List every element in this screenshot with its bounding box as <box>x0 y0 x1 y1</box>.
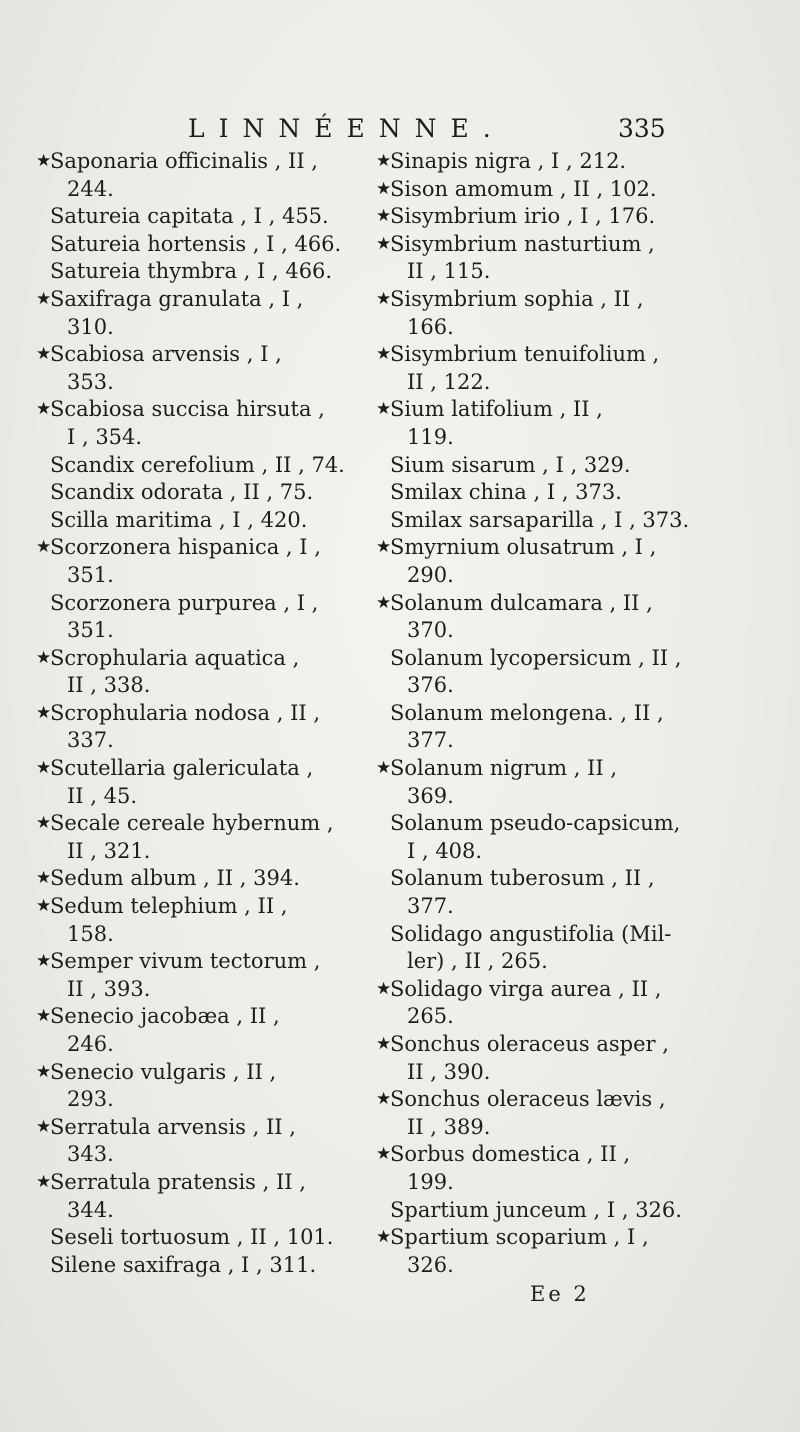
entry-continuation: 310. <box>67 314 114 339</box>
asterisk-icon: ★ <box>36 647 52 668</box>
index-entry <box>376 755 716 810</box>
entry-text: Scutellaria galericulata , <box>50 756 314 781</box>
entry-text: Serratula arvensis , II , <box>50 1114 296 1139</box>
asterisk-icon: ★ <box>376 758 392 779</box>
asterisk-icon: ★ <box>36 702 52 723</box>
entry-text: Sisymbrium nasturtium , <box>390 231 655 256</box>
entry-continuation: 199. <box>407 1169 454 1194</box>
entry-text: Scrophularia aquatica , <box>50 645 300 670</box>
entry-text: Sedum telephium , II , <box>50 894 288 919</box>
index-entry <box>376 976 716 1031</box>
entry-text: Satureia capitata , I , 455. <box>50 204 329 229</box>
index-entry <box>36 479 366 507</box>
asterisk-icon: ★ <box>36 1061 52 1082</box>
entry-text: Satureia thymbra , I , 466. <box>50 259 333 284</box>
entry-text: Scilla maritima , I , 420. <box>50 507 308 532</box>
entry-text: Secale cereale hybernum , <box>50 811 334 836</box>
asterisk-icon: ★ <box>376 233 392 254</box>
index-entry <box>36 286 366 341</box>
index-entry <box>36 507 366 535</box>
entry-continuation: II , 393. <box>67 976 151 1001</box>
entry-continuation: 377. <box>407 728 454 753</box>
index-entry <box>376 1224 716 1279</box>
index-entry <box>376 452 716 480</box>
entry-text: Scorzonera purpurea , I , <box>50 590 319 615</box>
entry-text: Sisymbrium tenuifolium , <box>390 342 660 367</box>
index-entry <box>36 700 366 755</box>
index-entry <box>376 176 716 204</box>
entry-text: Scabiosa succisa hirsuta , <box>50 397 325 422</box>
entry-continuation: II , 338. <box>67 673 151 698</box>
signature-mark: Ee 2 <box>530 1282 590 1306</box>
asterisk-icon: ★ <box>376 1144 392 1165</box>
entry-continuation: 265. <box>407 1004 454 1029</box>
index-entry <box>36 893 366 948</box>
index-entry <box>376 203 716 231</box>
entry-text: Sium latifolium , II , <box>390 397 603 422</box>
entry-continuation: II , 115. <box>407 259 491 284</box>
entry-text: Saxifraga granulata , I , <box>50 286 304 311</box>
index-entry <box>36 1059 366 1114</box>
index-entry <box>36 341 366 396</box>
index-entry <box>376 507 716 535</box>
index-entry <box>36 1252 366 1280</box>
entry-text: Sonchus oleraceus asper , <box>390 1032 669 1056</box>
index-entry <box>376 1031 716 1086</box>
entry-text: Sium sisarum , I , 329. <box>390 452 631 477</box>
entry-text: Solanum nigrum , II , <box>390 756 618 781</box>
running-head: LINNÉENNE. <box>188 114 505 143</box>
entry-continuation: 119. <box>407 424 454 449</box>
entry-text: Scorzonera hispanica , I , <box>50 535 321 560</box>
index-column-left <box>36 148 366 1279</box>
entry-text: Sedum album , II , 394. <box>50 866 300 891</box>
entry-text: Smyrnium olusatrum , I , <box>390 535 657 560</box>
asterisk-icon: ★ <box>376 1034 392 1054</box>
entry-text: Sison amomum , II , 102. <box>390 176 657 201</box>
entry-text: Sisymbrium irio , I , 176. <box>390 204 656 229</box>
entry-text: Scrophularia nodosa , II , <box>50 700 321 725</box>
entry-continuation: II , 389. <box>407 1114 491 1139</box>
entry-text: Saponaria officinalis , II , <box>50 149 318 173</box>
entry-text: Solanum pseudo-capsicum, <box>390 811 681 836</box>
entry-continuation: 376. <box>407 673 454 698</box>
asterisk-icon: ★ <box>376 1089 392 1110</box>
entry-continuation: 246. <box>67 1032 114 1056</box>
entry-continuation: 326. <box>407 1252 454 1277</box>
asterisk-icon: ★ <box>36 758 52 779</box>
index-entry <box>376 1197 716 1225</box>
asterisk-icon: ★ <box>376 978 392 999</box>
asterisk-icon: ★ <box>376 206 392 227</box>
index-entry <box>376 1086 716 1141</box>
index-entry <box>376 645 716 700</box>
asterisk-icon: ★ <box>36 151 52 171</box>
entry-text: Senecio vulgaris , II , <box>50 1059 277 1084</box>
entry-text: Scandix odorata , II , 75. <box>50 480 314 505</box>
entry-text: Sonchus oleraceus lævis , <box>390 1087 666 1112</box>
asterisk-icon: ★ <box>376 288 392 309</box>
index-entry <box>36 948 366 1003</box>
index-entry <box>376 148 716 176</box>
index-entry <box>36 1003 366 1058</box>
entry-continuation: 337. <box>67 728 114 753</box>
asterisk-icon: ★ <box>36 1171 52 1192</box>
index-entry <box>36 258 366 286</box>
entry-text: Smilax sarsaparilla , I , 373. <box>390 507 690 532</box>
index-entry <box>36 755 366 810</box>
entry-continuation: 343. <box>67 1142 114 1167</box>
entry-text: Scandix cerefolium , II , 74. <box>50 452 345 477</box>
index-entry <box>376 921 716 976</box>
entry-text: Solanum melongena. , II , <box>390 700 664 725</box>
asterisk-icon: ★ <box>376 592 392 613</box>
index-entry <box>376 700 716 755</box>
index-entry <box>376 231 716 286</box>
entry-text: Semper vivum tectorum , <box>50 949 321 974</box>
asterisk-icon: ★ <box>376 151 392 171</box>
entry-text: Spartium junceum , I , 326. <box>390 1197 682 1222</box>
entry-continuation: II , 390. <box>407 1059 491 1084</box>
asterisk-icon: ★ <box>36 813 52 834</box>
index-entry <box>376 590 716 645</box>
entry-text: Spartium scoparium , I , <box>390 1225 649 1250</box>
entry-text: Seseli tortuosum , II , 101. <box>50 1225 334 1250</box>
entry-text: Smilax china , I , 373. <box>390 480 622 505</box>
index-entry <box>36 148 366 203</box>
index-entry <box>376 479 716 507</box>
entry-continuation: 158. <box>67 921 114 946</box>
entry-continuation: 293. <box>67 1087 114 1112</box>
index-entry <box>376 286 716 341</box>
asterisk-icon: ★ <box>376 399 392 420</box>
index-entry <box>36 1114 366 1169</box>
index-entry <box>376 396 716 451</box>
entry-continuation: 290. <box>407 562 454 587</box>
index-entry <box>36 534 366 589</box>
index-entry <box>376 810 716 865</box>
entry-continuation: 244. <box>67 176 114 201</box>
index-entry <box>376 534 716 589</box>
asterisk-icon: ★ <box>36 344 52 365</box>
index-entry <box>36 810 366 865</box>
asterisk-icon: ★ <box>36 399 52 420</box>
entry-text: Solidago angustifolia (Mil- <box>390 921 672 946</box>
entry-text: Scabiosa arvensis , I , <box>50 342 282 367</box>
entry-text: Sisymbrium sophia , II , <box>390 286 644 311</box>
index-entry <box>36 590 366 645</box>
index-entry <box>36 1169 366 1224</box>
entry-continuation: II , 321. <box>67 838 151 863</box>
index-entry <box>36 203 366 231</box>
index-entry <box>36 645 366 700</box>
entry-continuation: II , 45. <box>67 783 138 808</box>
entry-text: Satureia hortensis , I , 466. <box>50 231 342 256</box>
entry-continuation: 353. <box>67 369 114 394</box>
asterisk-icon: ★ <box>36 896 52 917</box>
entry-text: Solanum tuberosum , II , <box>390 866 655 891</box>
index-entry <box>36 1224 366 1252</box>
entry-text: Sinapis nigra , I , 212. <box>390 149 627 173</box>
asterisk-icon: ★ <box>376 344 392 365</box>
entry-continuation: 369. <box>407 783 454 808</box>
asterisk-icon: ★ <box>36 868 52 889</box>
entry-text: Silene saxifraga , I , 311. <box>50 1252 317 1277</box>
entry-continuation: I , 354. <box>67 424 143 449</box>
entry-text: Solanum dulcamara , II , <box>390 590 653 615</box>
asterisk-icon: ★ <box>376 1227 392 1248</box>
asterisk-icon: ★ <box>36 1116 52 1137</box>
index-entry <box>36 396 366 451</box>
entry-continuation: 377. <box>407 894 454 919</box>
entry-text: Serratula pratensis , II , <box>50 1169 306 1194</box>
asterisk-icon: ★ <box>376 537 392 558</box>
index-entry <box>36 231 366 259</box>
index-entry <box>36 452 366 480</box>
entry-continuation: ler) , II , 265. <box>407 949 548 974</box>
entry-continuation: 351. <box>67 618 114 643</box>
page-number: 335 <box>618 114 666 143</box>
index-entry <box>376 341 716 396</box>
entry-continuation: I , 408. <box>407 838 483 863</box>
asterisk-icon: ★ <box>36 1006 52 1027</box>
asterisk-icon: ★ <box>376 178 392 199</box>
entry-text: Solanum lycopersicum , II , <box>390 645 682 670</box>
entry-continuation: 166. <box>407 314 454 339</box>
entry-continuation: 344. <box>67 1197 114 1222</box>
index-column-right <box>376 148 716 1279</box>
entry-continuation: 370. <box>407 618 454 643</box>
entry-continuation: 351. <box>67 562 114 587</box>
entry-text: Senecio jacobæa , II , <box>50 1004 280 1029</box>
asterisk-icon: ★ <box>36 537 52 558</box>
index-entry <box>376 1141 716 1196</box>
asterisk-icon: ★ <box>36 288 52 309</box>
asterisk-icon: ★ <box>36 951 52 972</box>
entry-text: Sorbus domestica , II , <box>390 1142 631 1167</box>
index-entry <box>376 865 716 920</box>
entry-continuation: II , 122. <box>407 369 491 394</box>
index-entry <box>36 865 366 893</box>
entry-text: Solidago virga aurea , II , <box>390 976 662 1001</box>
